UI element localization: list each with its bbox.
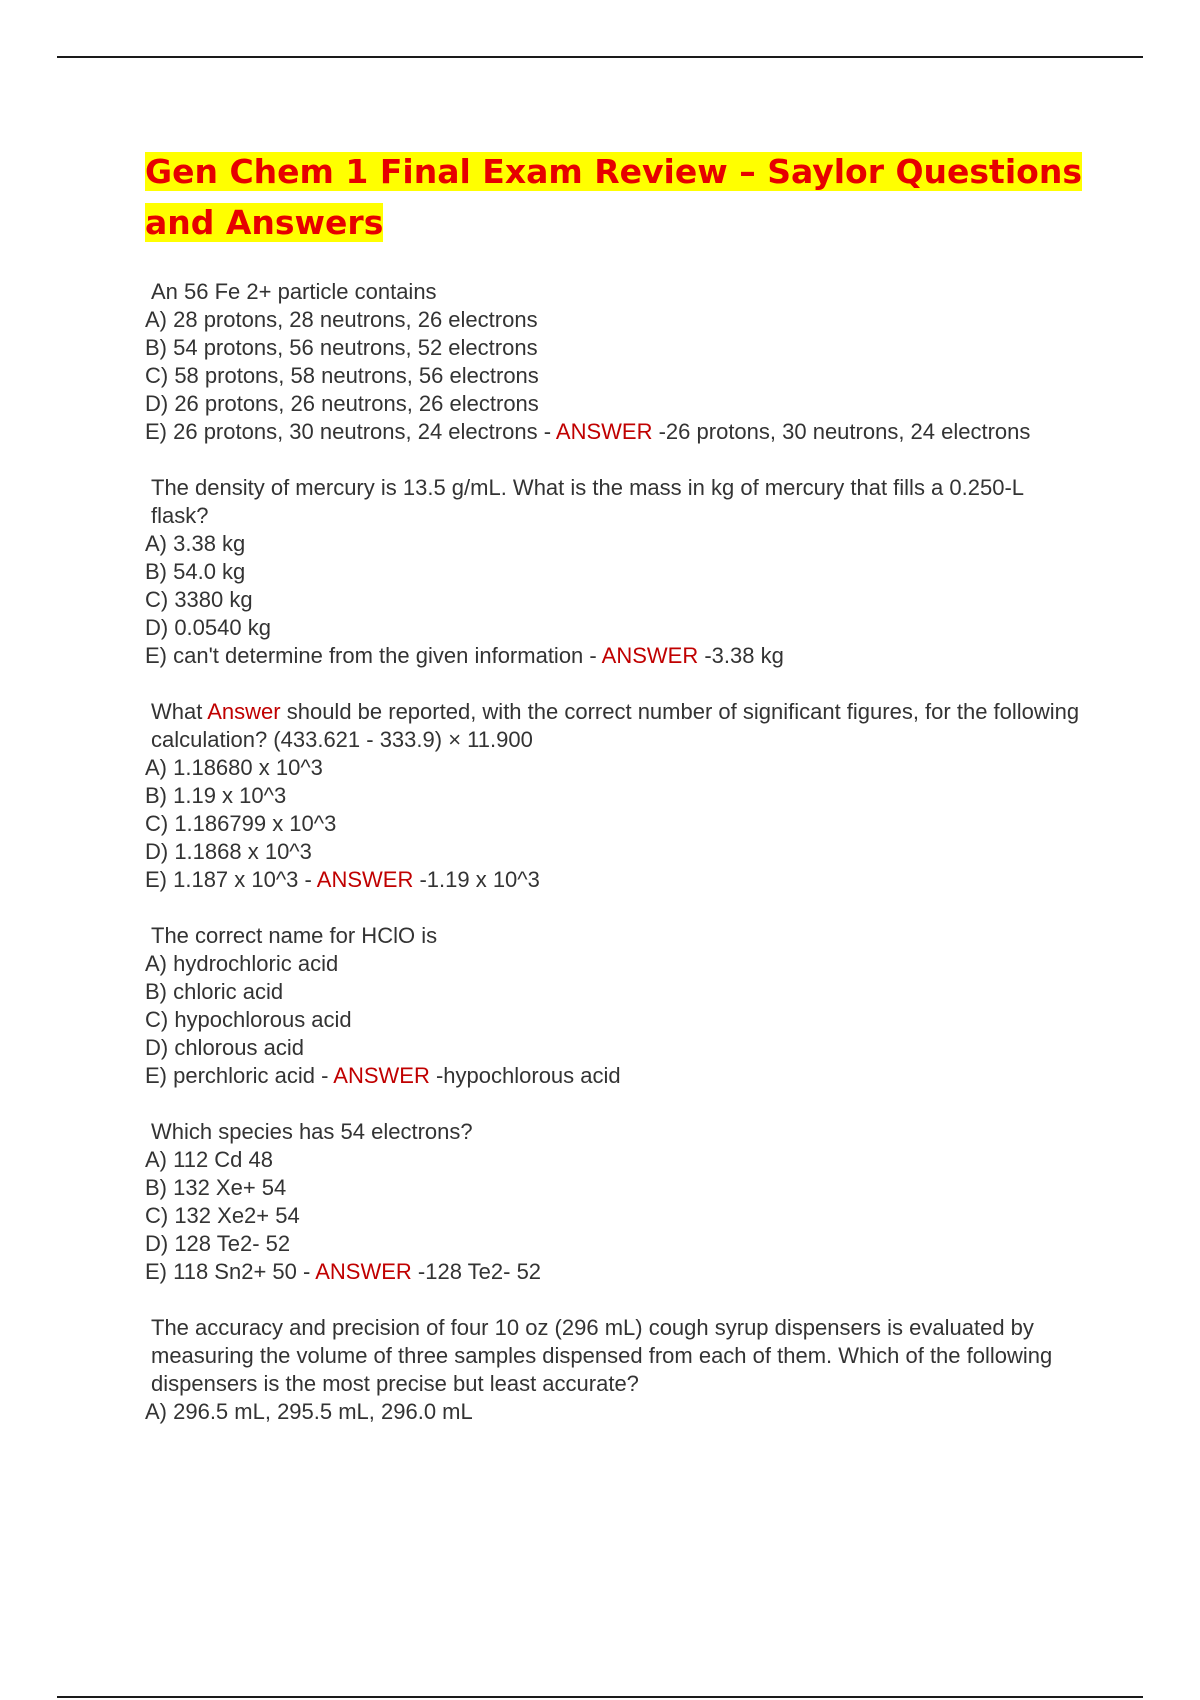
option-e-with-answer [145,1258,1085,1286]
option-c: C) 132 Xe2+ 54 [145,1203,300,1228]
answer-text: -128 Te2- 52 [417,1259,542,1284]
answer-label: ANSWER [316,867,414,892]
answer-text: -hypochlorous acid [435,1063,621,1088]
answer-label: ANSWER [555,419,653,444]
option-d: D) chlorous acid [145,1035,304,1060]
option-a: A) 112 Cd 48 [145,1147,274,1172]
option-a: A) 1.18680 x 10^3 [145,755,323,780]
document-title [145,146,1085,248]
option-d: D) 128 Te2- 52 [145,1231,291,1256]
title-highlight: Gen Chem 1 Final Exam Review – Saylor Questions and Answers [145,152,1082,242]
question-stem: The correct name for HClO is [151,923,438,948]
answer-label: ANSWER [315,1259,412,1284]
option-e-with-answer [145,866,1085,894]
option-e-with-answer [145,418,1085,446]
option-a: A) 296.5 mL, 295.5 mL, 296.0 mL [145,1399,473,1424]
answer-text: -3.38 kg [704,643,784,668]
answer-text: -26 protons, 30 neutrons, 24 electrons [658,419,1031,444]
option-d: D) 0.0540 kg [145,615,271,640]
stem-after: should be reported, with the correct number of significant figures, for the following calculation? (433.621 - 333.9) × 11.900 [151,699,1080,752]
option-d: D) 1.1868 x 10^3 [145,839,312,864]
option-a: A) 3.38 kg [145,531,246,556]
question-4 [145,922,1085,1090]
footer-rule [57,1696,1143,1698]
option-a: A) 28 protons, 28 neutrons, 26 electrons [145,307,538,332]
question-stem: The accuracy and precision of four 10 oz (296 mL) cough syrup dispensers is evaluated by measuring the volume of three samples dispensed from each of them. Which of the following dispensers is the most precise but least accurate? [151,1315,1053,1396]
option-e: E) 1.187 x 10^3 [145,867,299,892]
answer-separator: - [296,1259,316,1284]
answer-text: -1.19 x 10^3 [419,867,540,892]
option-c: C) 1.186799 x 10^3 [145,811,337,836]
question-5 [145,1118,1085,1286]
question-stem [145,698,1085,754]
option-b: B) 132 Xe+ 54 [145,1175,287,1200]
option-e-with-answer [145,1062,1085,1090]
option-b: B) 1.19 x 10^3 [145,783,287,808]
stem-highlight: Answer [207,699,281,724]
option-d: D) 26 protons, 26 neutrons, 26 electrons [145,391,539,416]
option-e: E) perchloric acid [145,1063,315,1088]
answer-separator: - [298,867,317,892]
answer-label: ANSWER [601,643,699,668]
option-e: E) 26 protons, 30 neutrons, 24 electrons [145,419,538,444]
option-a: A) hydrochloric acid [145,951,339,976]
document-body [145,146,1085,1454]
option-e: E) 118 Sn2+ 50 [145,1259,297,1284]
question-1 [145,278,1085,446]
question-3 [145,698,1085,894]
stem-before: What [151,699,208,724]
option-e: E) can't determine from the given information [145,643,584,668]
option-b: B) chloric acid [145,979,284,1004]
question-2 [145,474,1085,670]
question-6 [145,1314,1085,1426]
option-c: C) hypochlorous acid [145,1007,352,1032]
option-e-with-answer [145,642,1085,670]
option-c: C) 58 protons, 58 neutrons, 56 electrons [145,363,539,388]
answer-separator: - [314,1063,334,1088]
header-rule [57,56,1143,58]
question-stem: An 56 Fe 2+ particle contains [151,279,437,304]
answer-label: ANSWER [333,1063,430,1088]
question-stem: Which species has 54 electrons? [151,1119,473,1144]
option-c: C) 3380 kg [145,587,253,612]
answer-separator: - [537,419,556,444]
option-b: B) 54 protons, 56 neutrons, 52 electrons [145,335,538,360]
question-stem: The density of mercury is 13.5 g/mL. What is the mass in kg of mercury that fills a 0.250-L flask? [151,475,1024,528]
option-b: B) 54.0 kg [145,559,246,584]
answer-separator: - [583,643,602,668]
